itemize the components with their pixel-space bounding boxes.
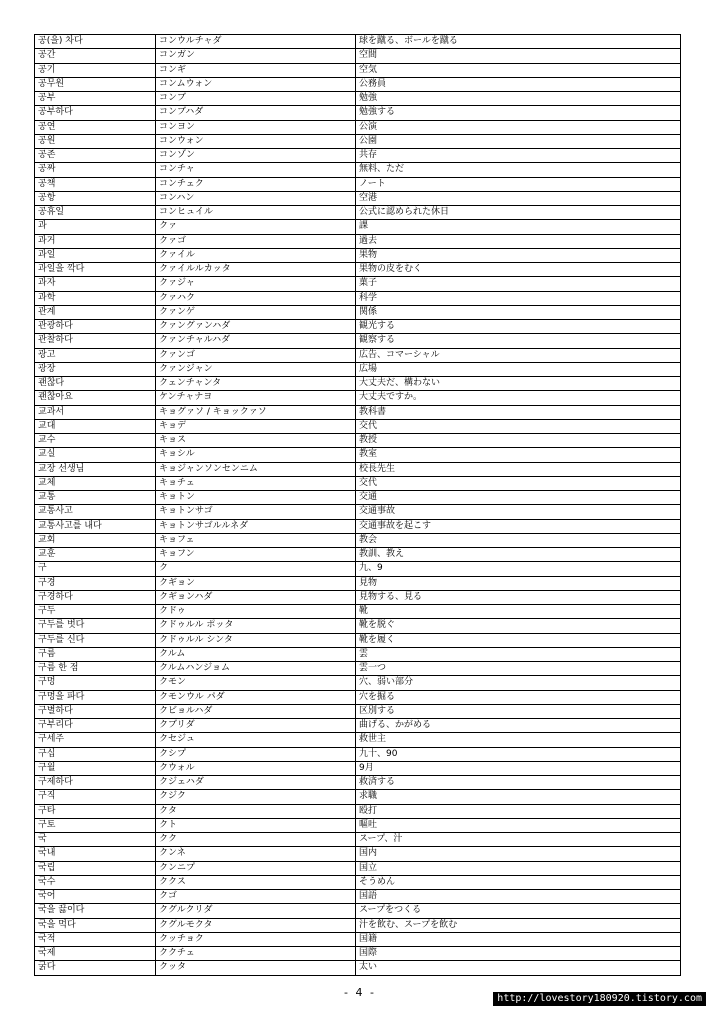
table-row xyxy=(35,647,681,661)
korean-word-cell: 국을 끓이다 xyxy=(35,904,156,918)
japanese-meaning-cell: 菓子 xyxy=(356,277,681,291)
japanese-meaning-cell: 観察する xyxy=(356,334,681,348)
table-row xyxy=(35,719,681,733)
japanese-meaning-cell: 救世主 xyxy=(356,733,681,747)
japanese-meaning-cell: 交通 xyxy=(356,491,681,505)
korean-word-cell: 구월 xyxy=(35,761,156,775)
table-row xyxy=(35,362,681,376)
table-row xyxy=(35,405,681,419)
korean-word-cell: 교수 xyxy=(35,434,156,448)
table-row xyxy=(35,704,681,718)
table-row xyxy=(35,562,681,576)
vocabulary-table-body xyxy=(35,35,681,976)
japanese-meaning-cell: 公演 xyxy=(356,120,681,134)
table-row xyxy=(35,476,681,490)
table-row xyxy=(35,861,681,875)
korean-word-cell: 국어 xyxy=(35,890,156,904)
katakana-reading-cell: キョデ xyxy=(156,419,356,433)
table-row xyxy=(35,947,681,961)
table-row xyxy=(35,818,681,832)
japanese-meaning-cell: 関係 xyxy=(356,305,681,319)
table-row xyxy=(35,320,681,334)
korean-word-cell: 공연 xyxy=(35,120,156,134)
korean-word-cell: 국제 xyxy=(35,947,156,961)
table-row xyxy=(35,633,681,647)
korean-word-cell: 구름 한 점 xyxy=(35,662,156,676)
japanese-meaning-cell: 求職 xyxy=(356,790,681,804)
japanese-meaning-cell: 果物の皮をむく xyxy=(356,263,681,277)
japanese-meaning-cell: 見物 xyxy=(356,576,681,590)
katakana-reading-cell: クァハク xyxy=(156,291,356,305)
japanese-meaning-cell: 大丈夫だ、構わない xyxy=(356,377,681,391)
table-row xyxy=(35,49,681,63)
katakana-reading-cell: クグルクリダ xyxy=(156,904,356,918)
japanese-meaning-cell: 汁を飲む、スープを飲む xyxy=(356,918,681,932)
table-row xyxy=(35,776,681,790)
table-row xyxy=(35,875,681,889)
table-row xyxy=(35,391,681,405)
japanese-meaning-cell: 果物 xyxy=(356,248,681,262)
table-row xyxy=(35,106,681,120)
katakana-reading-cell: キョチェ xyxy=(156,476,356,490)
katakana-reading-cell: クァングァンハダ xyxy=(156,320,356,334)
table-row xyxy=(35,63,681,77)
katakana-reading-cell: コンヨン xyxy=(156,120,356,134)
japanese-meaning-cell: 校長先生 xyxy=(356,462,681,476)
katakana-reading-cell: クセジュ xyxy=(156,733,356,747)
table-row xyxy=(35,890,681,904)
japanese-meaning-cell: 交通事故を起こす xyxy=(356,519,681,533)
japanese-meaning-cell: 国立 xyxy=(356,861,681,875)
katakana-reading-cell: クビョルハダ xyxy=(156,704,356,718)
japanese-meaning-cell: 大丈夫ですか。 xyxy=(356,391,681,405)
korean-word-cell: 광장 xyxy=(35,362,156,376)
japanese-meaning-cell: 教会 xyxy=(356,533,681,547)
blog-url-watermark: http://lovestory180920.tistory.com xyxy=(493,992,706,1006)
katakana-reading-cell: クァゴ xyxy=(156,234,356,248)
korean-word-cell: 구경 xyxy=(35,576,156,590)
korean-word-cell: 구 xyxy=(35,562,156,576)
korean-word-cell: 과일을 깍다 xyxy=(35,263,156,277)
korean-word-cell: 괜찮다 xyxy=(35,377,156,391)
katakana-reading-cell: クァンゴ xyxy=(156,348,356,362)
korean-word-cell: 교통사고를 내다 xyxy=(35,519,156,533)
table-row xyxy=(35,348,681,362)
table-row xyxy=(35,305,681,319)
japanese-meaning-cell: 国際 xyxy=(356,947,681,961)
katakana-reading-cell: クァンジャン xyxy=(156,362,356,376)
table-row xyxy=(35,590,681,604)
katakana-reading-cell: クェンチャンタ xyxy=(156,377,356,391)
table-row xyxy=(35,548,681,562)
japanese-meaning-cell: 観光する xyxy=(356,320,681,334)
katakana-reading-cell: クァジャ xyxy=(156,277,356,291)
table-row xyxy=(35,248,681,262)
japanese-meaning-cell: 曲げる、かがめる xyxy=(356,719,681,733)
table-row xyxy=(35,206,681,220)
korean-word-cell: 과거 xyxy=(35,234,156,248)
japanese-meaning-cell: 雲一つ xyxy=(356,662,681,676)
japanese-meaning-cell: 嘔吐 xyxy=(356,818,681,832)
table-row xyxy=(35,605,681,619)
japanese-meaning-cell: 靴 xyxy=(356,605,681,619)
japanese-meaning-cell: 国内 xyxy=(356,847,681,861)
table-row xyxy=(35,676,681,690)
katakana-reading-cell: クドゥ xyxy=(156,605,356,619)
japanese-meaning-cell: スープをつくる xyxy=(356,904,681,918)
katakana-reading-cell: コンチャ xyxy=(156,163,356,177)
table-row xyxy=(35,220,681,234)
japanese-meaning-cell: 空港 xyxy=(356,191,681,205)
katakana-reading-cell: クタ xyxy=(156,804,356,818)
katakana-reading-cell: コンヒュイル xyxy=(156,206,356,220)
table-row xyxy=(35,790,681,804)
japanese-meaning-cell: 国籍 xyxy=(356,932,681,946)
japanese-meaning-cell: 球を蹴る、ボールを蹴る xyxy=(356,35,681,49)
korean-word-cell: 구두를 벗다 xyxy=(35,619,156,633)
katakana-reading-cell: クシプ xyxy=(156,747,356,761)
korean-word-cell: 교장 선생님 xyxy=(35,462,156,476)
japanese-meaning-cell: 教訓、教え xyxy=(356,548,681,562)
korean-word-cell: 공간 xyxy=(35,49,156,63)
korean-word-cell: 국립 xyxy=(35,861,156,875)
korean-word-cell: 국수 xyxy=(35,875,156,889)
katakana-reading-cell: クドゥルル ポッタ xyxy=(156,619,356,633)
japanese-meaning-cell: 過去 xyxy=(356,234,681,248)
katakana-reading-cell: ク xyxy=(156,562,356,576)
korean-word-cell: 교과서 xyxy=(35,405,156,419)
table-row xyxy=(35,932,681,946)
korean-word-cell: 구십 xyxy=(35,747,156,761)
table-row xyxy=(35,961,681,975)
table-row xyxy=(35,92,681,106)
japanese-meaning-cell: 教授 xyxy=(356,434,681,448)
korean-word-cell: 과 xyxy=(35,220,156,234)
katakana-reading-cell: キョトンサゴルルネダ xyxy=(156,519,356,533)
table-row xyxy=(35,462,681,476)
japanese-meaning-cell: 空間 xyxy=(356,49,681,63)
table-row xyxy=(35,533,681,547)
table-row xyxy=(35,576,681,590)
korean-word-cell: 과자 xyxy=(35,277,156,291)
japanese-meaning-cell: 靴を履く xyxy=(356,633,681,647)
table-row xyxy=(35,804,681,818)
table-row xyxy=(35,904,681,918)
katakana-reading-cell: クッタ xyxy=(156,961,356,975)
japanese-meaning-cell: 太い xyxy=(356,961,681,975)
katakana-reading-cell: クゴ xyxy=(156,890,356,904)
katakana-reading-cell: クジェハダ xyxy=(156,776,356,790)
japanese-meaning-cell: 殴打 xyxy=(356,804,681,818)
table-row xyxy=(35,134,681,148)
table-row xyxy=(35,35,681,49)
japanese-meaning-cell: 見物する、見る xyxy=(356,590,681,604)
korean-word-cell: 구경하다 xyxy=(35,590,156,604)
table-row xyxy=(35,191,681,205)
katakana-reading-cell: キョグァソ / キョックァソ xyxy=(156,405,356,419)
japanese-meaning-cell: スープ、汁 xyxy=(356,833,681,847)
table-row xyxy=(35,434,681,448)
katakana-reading-cell: コンウォン xyxy=(156,134,356,148)
korean-word-cell: 교통사고 xyxy=(35,505,156,519)
katakana-reading-cell: コンブ xyxy=(156,92,356,106)
table-row xyxy=(35,277,681,291)
table-row xyxy=(35,263,681,277)
page-number: - 4 - xyxy=(344,986,376,999)
katakana-reading-cell: コンハン xyxy=(156,191,356,205)
table-row xyxy=(35,918,681,932)
korean-word-cell: 공휴일 xyxy=(35,206,156,220)
japanese-meaning-cell: 無料、ただ xyxy=(356,163,681,177)
korean-word-cell: 국적 xyxy=(35,932,156,946)
table-row xyxy=(35,120,681,134)
katakana-reading-cell: ククス xyxy=(156,875,356,889)
katakana-reading-cell: クモンウル パダ xyxy=(156,690,356,704)
korean-word-cell: 공기 xyxy=(35,63,156,77)
katakana-reading-cell: キョス xyxy=(156,434,356,448)
korean-word-cell: 교통 xyxy=(35,491,156,505)
katakana-reading-cell: クンネ xyxy=(156,847,356,861)
japanese-meaning-cell: 勉強する xyxy=(356,106,681,120)
katakana-reading-cell: クァイルルカッタ xyxy=(156,263,356,277)
korean-word-cell: 구름 xyxy=(35,647,156,661)
table-row xyxy=(35,149,681,163)
japanese-meaning-cell: 国語 xyxy=(356,890,681,904)
korean-word-cell: 교실 xyxy=(35,448,156,462)
japanese-meaning-cell: 交代 xyxy=(356,419,681,433)
katakana-reading-cell: クギョンハダ xyxy=(156,590,356,604)
korean-word-cell: 국내 xyxy=(35,847,156,861)
table-row xyxy=(35,747,681,761)
japanese-meaning-cell: 穴を掘る xyxy=(356,690,681,704)
table-row xyxy=(35,519,681,533)
korean-word-cell: 구별하다 xyxy=(35,704,156,718)
japanese-meaning-cell: 9月 xyxy=(356,761,681,775)
table-row xyxy=(35,419,681,433)
japanese-meaning-cell: そうめん xyxy=(356,875,681,889)
katakana-reading-cell: コンギ xyxy=(156,63,356,77)
katakana-reading-cell: クブリダ xyxy=(156,719,356,733)
japanese-meaning-cell: 九十、90 xyxy=(356,747,681,761)
korean-word-cell: 구두 xyxy=(35,605,156,619)
table-row xyxy=(35,619,681,633)
japanese-meaning-cell: 公式に認められた休日 xyxy=(356,206,681,220)
japanese-meaning-cell: 九、9 xyxy=(356,562,681,576)
table-row xyxy=(35,690,681,704)
japanese-meaning-cell: 科学 xyxy=(356,291,681,305)
korean-word-cell: 과학 xyxy=(35,291,156,305)
japanese-meaning-cell: 公園 xyxy=(356,134,681,148)
katakana-reading-cell: キョトン xyxy=(156,491,356,505)
korean-word-cell: 구직 xyxy=(35,790,156,804)
korean-word-cell: 굵다 xyxy=(35,961,156,975)
korean-word-cell: 공(을) 차다 xyxy=(35,35,156,49)
katakana-reading-cell: クルムハンジョム xyxy=(156,662,356,676)
korean-word-cell: 구멍을 파다 xyxy=(35,690,156,704)
katakana-reading-cell: コンチェク xyxy=(156,177,356,191)
japanese-meaning-cell: 公務員 xyxy=(356,77,681,91)
korean-word-cell: 공부 xyxy=(35,92,156,106)
table-row xyxy=(35,448,681,462)
katakana-reading-cell: クウォル xyxy=(156,761,356,775)
table-row xyxy=(35,491,681,505)
table-row xyxy=(35,163,681,177)
katakana-reading-cell: クッチョク xyxy=(156,932,356,946)
table-row xyxy=(35,177,681,191)
japanese-meaning-cell: 教室 xyxy=(356,448,681,462)
japanese-meaning-cell: 教科書 xyxy=(356,405,681,419)
katakana-reading-cell: クジク xyxy=(156,790,356,804)
katakana-reading-cell: キョフェ xyxy=(156,533,356,547)
japanese-meaning-cell: 靴を脱ぐ xyxy=(356,619,681,633)
korean-word-cell: 관광하다 xyxy=(35,320,156,334)
katakana-reading-cell: キョフン xyxy=(156,548,356,562)
korean-word-cell: 광고 xyxy=(35,348,156,362)
katakana-reading-cell: コンウルチャダ xyxy=(156,35,356,49)
katakana-reading-cell: クァンゲ xyxy=(156,305,356,319)
table-row xyxy=(35,733,681,747)
katakana-reading-cell: クギョン xyxy=(156,576,356,590)
vocabulary-table xyxy=(34,34,681,976)
katakana-reading-cell: クルム xyxy=(156,647,356,661)
korean-word-cell: 교체 xyxy=(35,476,156,490)
korean-word-cell: 구토 xyxy=(35,818,156,832)
katakana-reading-cell: ケンチャナヨ xyxy=(156,391,356,405)
japanese-meaning-cell: 広告、コマーシャル xyxy=(356,348,681,362)
table-row xyxy=(35,662,681,676)
korean-word-cell: 공존 xyxy=(35,149,156,163)
japanese-meaning-cell: 交代 xyxy=(356,476,681,490)
table-row xyxy=(35,77,681,91)
korean-word-cell: 관계 xyxy=(35,305,156,319)
korean-word-cell: 공항 xyxy=(35,191,156,205)
katakana-reading-cell: キョトンサゴ xyxy=(156,505,356,519)
katakana-reading-cell: ククチェ xyxy=(156,947,356,961)
japanese-meaning-cell: ノート xyxy=(356,177,681,191)
katakana-reading-cell: クァ xyxy=(156,220,356,234)
katakana-reading-cell: コンムウォン xyxy=(156,77,356,91)
korean-word-cell: 구멍 xyxy=(35,676,156,690)
korean-word-cell: 공짜 xyxy=(35,163,156,177)
japanese-meaning-cell: 交通事故 xyxy=(356,505,681,519)
katakana-reading-cell: コンガン xyxy=(156,49,356,63)
japanese-meaning-cell: 穴、弱い部分 xyxy=(356,676,681,690)
katakana-reading-cell: クンニプ xyxy=(156,861,356,875)
korean-word-cell: 구세주 xyxy=(35,733,156,747)
katakana-reading-cell: クク xyxy=(156,833,356,847)
japanese-meaning-cell: 救済する xyxy=(356,776,681,790)
korean-word-cell: 구타 xyxy=(35,804,156,818)
korean-word-cell: 국을 먹다 xyxy=(35,918,156,932)
katakana-reading-cell: クァイル xyxy=(156,248,356,262)
japanese-meaning-cell: 区別する xyxy=(356,704,681,718)
japanese-meaning-cell: 広場 xyxy=(356,362,681,376)
korean-word-cell: 국 xyxy=(35,833,156,847)
table-row xyxy=(35,833,681,847)
japanese-meaning-cell: 雲 xyxy=(356,647,681,661)
katakana-reading-cell: クモン xyxy=(156,676,356,690)
table-row xyxy=(35,377,681,391)
korean-word-cell: 교대 xyxy=(35,419,156,433)
japanese-meaning-cell: 共存 xyxy=(356,149,681,163)
katakana-reading-cell: クァンチャルハダ xyxy=(156,334,356,348)
korean-word-cell: 구제하다 xyxy=(35,776,156,790)
japanese-meaning-cell: 課 xyxy=(356,220,681,234)
table-row xyxy=(35,291,681,305)
katakana-reading-cell: クト xyxy=(156,818,356,832)
table-row xyxy=(35,234,681,248)
katakana-reading-cell: コンゾン xyxy=(156,149,356,163)
korean-word-cell: 공책 xyxy=(35,177,156,191)
korean-word-cell: 관찰하다 xyxy=(35,334,156,348)
table-row xyxy=(35,505,681,519)
table-row xyxy=(35,847,681,861)
korean-word-cell: 교회 xyxy=(35,533,156,547)
katakana-reading-cell: クドゥルル シンタ xyxy=(156,633,356,647)
korean-word-cell: 과일 xyxy=(35,248,156,262)
japanese-meaning-cell: 勉強 xyxy=(356,92,681,106)
korean-word-cell: 교훈 xyxy=(35,548,156,562)
korean-word-cell: 공부하다 xyxy=(35,106,156,120)
katakana-reading-cell: キョジャンソンセンニム xyxy=(156,462,356,476)
korean-word-cell: 공원 xyxy=(35,134,156,148)
table-row xyxy=(35,761,681,775)
korean-word-cell: 괜찮아요 xyxy=(35,391,156,405)
katakana-reading-cell: コンブハダ xyxy=(156,106,356,120)
katakana-reading-cell: クグルモクタ xyxy=(156,918,356,932)
table-row xyxy=(35,334,681,348)
japanese-meaning-cell: 空気 xyxy=(356,63,681,77)
korean-word-cell: 구두를 신다 xyxy=(35,633,156,647)
korean-word-cell: 공무원 xyxy=(35,77,156,91)
korean-word-cell: 구부리다 xyxy=(35,719,156,733)
katakana-reading-cell: キョシル xyxy=(156,448,356,462)
